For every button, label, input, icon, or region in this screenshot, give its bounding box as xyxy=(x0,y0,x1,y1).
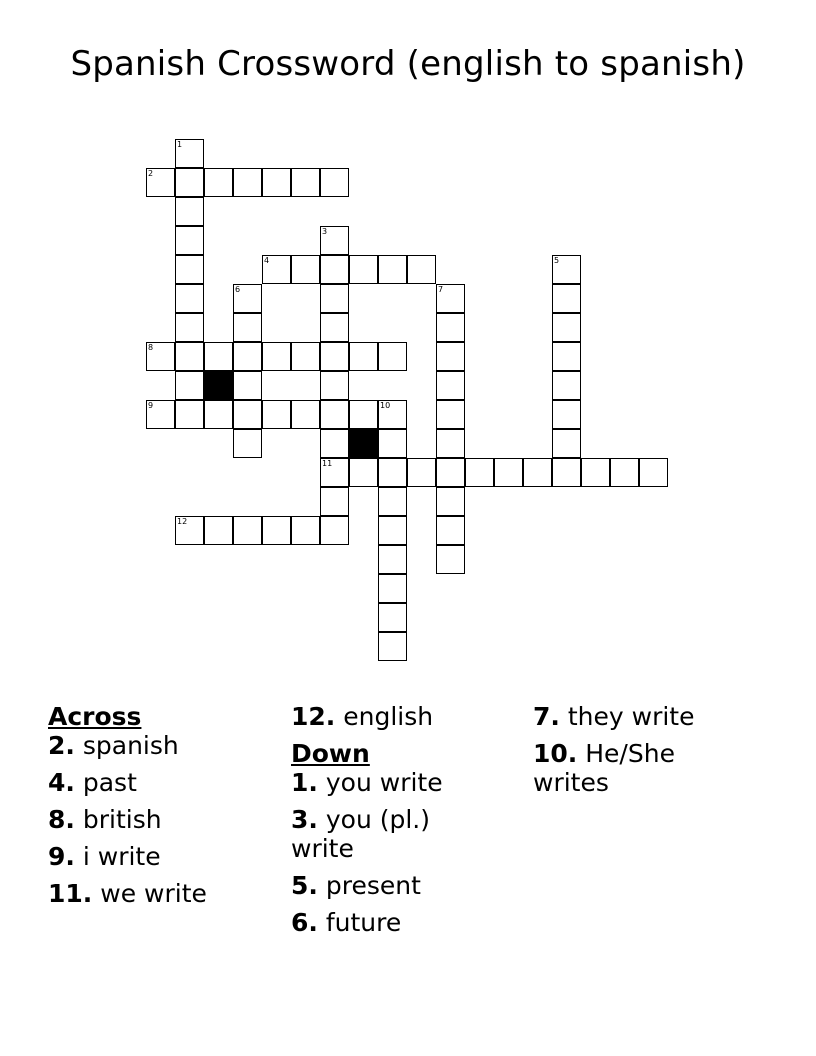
grid-cell[interactable] xyxy=(262,400,291,429)
grid-cell[interactable] xyxy=(552,371,581,400)
clue-number: 10. xyxy=(533,739,578,768)
grid-cell[interactable] xyxy=(436,400,465,429)
cell-number: 11 xyxy=(322,459,333,468)
clue-text: english xyxy=(343,702,434,731)
grid-cell[interactable] xyxy=(233,516,262,545)
grid-cell[interactable] xyxy=(378,632,407,661)
grid-cell[interactable] xyxy=(378,400,407,429)
grid-cell[interactable] xyxy=(407,458,436,487)
grid-cell[interactable] xyxy=(552,284,581,313)
grid-cell[interactable] xyxy=(639,458,668,487)
clue-text: past xyxy=(82,768,137,797)
grid-cell[interactable] xyxy=(494,458,523,487)
grid-cell[interactable] xyxy=(262,255,291,284)
clue-across-8 xyxy=(48,805,280,834)
clue-text: future xyxy=(325,908,402,937)
cell-number: 2 xyxy=(148,169,154,178)
grid-cell[interactable] xyxy=(233,168,262,197)
grid-cell[interactable] xyxy=(320,516,349,545)
grid-cell[interactable] xyxy=(552,255,581,284)
grid-cell[interactable] xyxy=(146,342,175,371)
grid-cell[interactable] xyxy=(436,371,465,400)
grid-cell[interactable] xyxy=(204,400,233,429)
grid-cell[interactable] xyxy=(320,371,349,400)
clue-down-5 xyxy=(291,871,523,900)
grid-cell[interactable] xyxy=(175,516,204,545)
clue-text: He/She writes xyxy=(533,739,675,797)
clue-number: 6. xyxy=(291,908,318,937)
clue-number: 9. xyxy=(48,842,75,871)
clue-down-1 xyxy=(291,768,523,797)
grid-cell[interactable] xyxy=(175,139,204,168)
grid-cell[interactable] xyxy=(378,342,407,371)
clue-text: british xyxy=(82,805,162,834)
grid-cell[interactable] xyxy=(320,226,349,255)
grid-cell[interactable] xyxy=(175,371,204,400)
grid-cell[interactable] xyxy=(378,603,407,632)
clue-across-12 xyxy=(291,702,523,731)
grid-cell[interactable] xyxy=(436,313,465,342)
grid-cell[interactable] xyxy=(320,255,349,284)
grid-cell[interactable] xyxy=(523,458,552,487)
grid-cell[interactable] xyxy=(581,458,610,487)
grid-cell[interactable] xyxy=(204,168,233,197)
grid-cell[interactable] xyxy=(436,545,465,574)
grid-cell[interactable] xyxy=(436,516,465,545)
clue-number: 2. xyxy=(48,731,75,760)
clue-text: they write xyxy=(567,702,695,731)
clue-down-7 xyxy=(533,702,733,731)
cell-number: 12 xyxy=(177,517,188,526)
cell-number: 4 xyxy=(264,256,270,265)
grid-cell[interactable] xyxy=(175,313,204,342)
grid-cell[interactable] xyxy=(233,400,262,429)
cell-number: 6 xyxy=(235,285,241,294)
grid-cell[interactable] xyxy=(262,516,291,545)
clue-text: you (pl.) write xyxy=(291,805,431,863)
grid-cell[interactable] xyxy=(291,255,320,284)
clue-number: 11. xyxy=(48,879,93,908)
grid-cell[interactable] xyxy=(378,255,407,284)
grid-cell[interactable] xyxy=(175,168,204,197)
grid-cell[interactable] xyxy=(320,342,349,371)
grid-cell[interactable] xyxy=(291,342,320,371)
grid-cell[interactable] xyxy=(378,487,407,516)
grid-cell[interactable] xyxy=(552,458,581,487)
grid-cell[interactable] xyxy=(175,255,204,284)
grid-cell[interactable] xyxy=(552,313,581,342)
grid-cell[interactable] xyxy=(233,313,262,342)
grid-cell[interactable] xyxy=(175,284,204,313)
page-title: Spanish Crossword (english to spanish) xyxy=(70,44,746,84)
grid-cell[interactable] xyxy=(610,458,639,487)
clue-across-9 xyxy=(48,842,280,871)
grid-cell[interactable] xyxy=(175,400,204,429)
grid-cell[interactable] xyxy=(349,255,378,284)
clue-number: 8. xyxy=(48,805,75,834)
clue-number: 4. xyxy=(48,768,75,797)
grid-cell[interactable] xyxy=(436,429,465,458)
grid-cell[interactable] xyxy=(146,168,175,197)
clue-number: 5. xyxy=(291,871,318,900)
grid-cell[interactable] xyxy=(233,371,262,400)
grid-cell[interactable] xyxy=(233,342,262,371)
grid-cell[interactable] xyxy=(291,516,320,545)
clue-text: you write xyxy=(325,768,443,797)
cell-number: 1 xyxy=(177,140,183,149)
grid-cell[interactable] xyxy=(407,255,436,284)
grid-cell[interactable] xyxy=(291,400,320,429)
clue-column-2 xyxy=(291,702,523,945)
grid-cell[interactable] xyxy=(349,458,378,487)
grid-cell[interactable] xyxy=(378,458,407,487)
clue-across-2 xyxy=(48,731,280,760)
cell-number: 10 xyxy=(380,401,391,410)
clue-across-4 xyxy=(48,768,280,797)
clue-column-3 xyxy=(533,702,733,805)
clue-number: 1. xyxy=(291,768,318,797)
clue-across-11 xyxy=(48,879,280,908)
grid-cell[interactable] xyxy=(378,516,407,545)
grid-cell[interactable] xyxy=(204,516,233,545)
grid-cell[interactable] xyxy=(291,168,320,197)
grid-cell[interactable] xyxy=(320,313,349,342)
cell-number: 9 xyxy=(148,401,154,410)
grid-cell[interactable] xyxy=(349,400,378,429)
clue-number: 3. xyxy=(291,805,318,834)
grid-cell[interactable] xyxy=(175,226,204,255)
grid-cell[interactable] xyxy=(146,400,175,429)
across-heading: Across xyxy=(48,702,142,731)
grid-cell[interactable] xyxy=(436,342,465,371)
black-square xyxy=(204,371,233,400)
grid-cell[interactable] xyxy=(552,400,581,429)
grid-cell[interactable] xyxy=(320,284,349,313)
black-square xyxy=(349,429,378,458)
clue-down-6 xyxy=(291,908,523,937)
grid-cell[interactable] xyxy=(320,168,349,197)
grid-cell[interactable] xyxy=(552,429,581,458)
down-heading: Down xyxy=(291,739,370,768)
grid-cell[interactable] xyxy=(378,429,407,458)
grid-cell[interactable] xyxy=(204,342,233,371)
grid-cell[interactable] xyxy=(320,429,349,458)
grid-cell[interactable] xyxy=(320,487,349,516)
clue-down-3 xyxy=(291,805,451,863)
grid-cell[interactable] xyxy=(175,197,204,226)
grid-cell[interactable] xyxy=(349,342,378,371)
grid-cell[interactable] xyxy=(262,168,291,197)
grid-cell[interactable] xyxy=(233,429,262,458)
clue-column-1 xyxy=(48,702,280,916)
cell-number: 8 xyxy=(148,343,154,352)
clue-text: present xyxy=(325,871,421,900)
grid-cell[interactable] xyxy=(378,545,407,574)
grid-cell[interactable] xyxy=(378,574,407,603)
clue-down-10 xyxy=(533,739,698,797)
clue-number: 7. xyxy=(533,702,560,731)
clue-text: we write xyxy=(100,879,207,908)
grid-cell[interactable] xyxy=(465,458,494,487)
clue-text: spanish xyxy=(82,731,179,760)
grid-cell[interactable] xyxy=(436,284,465,313)
grid-cell[interactable] xyxy=(233,284,262,313)
clue-text: i write xyxy=(82,842,161,871)
clue-number: 12. xyxy=(291,702,336,731)
grid-cell[interactable] xyxy=(320,458,349,487)
cell-number: 5 xyxy=(554,256,560,265)
grid-cell[interactable] xyxy=(436,487,465,516)
grid-cell[interactable] xyxy=(175,342,204,371)
cell-number: 7 xyxy=(438,285,444,294)
cell-number: 3 xyxy=(322,227,328,236)
grid-cell[interactable] xyxy=(436,458,465,487)
grid-cell[interactable] xyxy=(262,342,291,371)
grid-cell[interactable] xyxy=(552,342,581,371)
grid-cell[interactable] xyxy=(320,400,349,429)
